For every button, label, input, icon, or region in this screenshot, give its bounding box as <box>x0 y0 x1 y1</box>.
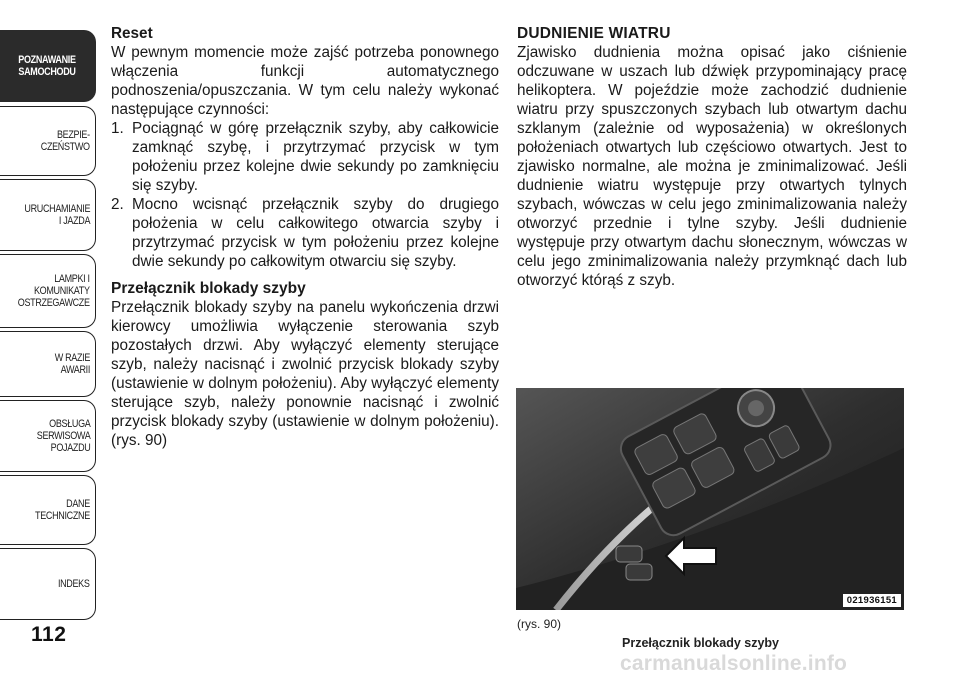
tab-indeks[interactable] <box>0 548 96 620</box>
figure-code: 021936151 <box>843 594 901 607</box>
tab-lampki-i-komunikaty[interactable] <box>0 254 96 328</box>
figure-caption: Przełącznik blokady szyby <box>622 636 780 650</box>
step-text: Pociągnąć w górę przełącznik szyby, aby całkowicie zamknąć szybę, i przytrzymać przycisk w tym położeniu przez kolejne dwie sekundy po zamknięciu się szyby. <box>132 120 499 194</box>
tab-label: POZNAWANIE SAMOCHODU <box>17 54 76 78</box>
wind-buffeting-text: Zjawisko dudnienia można opisać jako ciśnienie odczuwane w uszach lub dźwięk przypominający pracę helikoptera. W pojeździe może zachodzić dudnienie wiatru przy spuszczonych szybach lub otwartym dachu szklanym (zależnie od wyposażenia) w określonych położeniach otwartych lub częściowo otwartych. Jest to zjawisko normalne, ale można je zminimalizować. Jeśli dudnienie wiatru występuje przy otwartych tylnych szybach, wówczas w celu jego zminimalizowania należy otworzyć przednie i tylne szyby. Jeśli dudnienie występuje przy otwartym dachu słonecznym, wówczas w celu jego zminimalizowania należy przymknąć dach lub otworzyć którąś z szyb. <box>517 44 907 289</box>
chapter-sidebar <box>0 0 100 678</box>
reset-heading: Reset <box>111 25 153 42</box>
tab-bezpieczenstwo[interactable] <box>0 106 96 176</box>
window-lock-text: Przełącznik blokady szyby na panelu wykończenia drzwi kierowcy umożliwia wyłączenie sterowania szyb pozostałych drzwi. Aby wyłączyć elementy sterujące szyb, należy nacisnąć i zwolnić przycisk blokady szyby (ustawienie w dolnym położeniu). Aby wyłączyć elementy sterujące szyb, należy ponownie nacisnąć i zwolnić przycisk blokady szyby (ustawienie w dolnym położeniu). (rys. 90) <box>111 299 499 449</box>
tab-label: URUCHAMIANIE I JAZDA <box>24 203 90 227</box>
tab-label: BEZPIE- CZEŃSTWO <box>41 129 90 153</box>
right-column <box>517 24 907 290</box>
tab-label: LAMPKI I KOMUNIKATY OSTRZEGAWCZE <box>18 273 90 309</box>
tab-label: OBSŁUGA SERWISOWA POJAZDU <box>36 418 90 454</box>
tab-poznawanie-samochodu[interactable] <box>0 30 96 102</box>
tab-dane-techniczne[interactable] <box>0 475 96 545</box>
tab-label: W RAZIE AWARII <box>54 352 90 376</box>
list-item <box>111 119 499 195</box>
tab-obsluga-serwisowa[interactable] <box>0 400 96 472</box>
tab-w-razie-awarii[interactable] <box>0 331 96 397</box>
page-number: 112 <box>31 623 67 646</box>
tab-label: DANE TECHNICZNE <box>35 498 90 522</box>
list-item <box>111 195 499 271</box>
step-text: Mocno wcisnąć przełącznik szyby do drugiego położenia w celu całkowitego otwarcia szyby i przytrzymać przycisk w tym położeniu przez kolejne dwie sekundy po całkowitym otwarciu się szyby. <box>132 196 499 270</box>
watermark: carmanualsonline.info <box>620 652 848 675</box>
left-column <box>111 24 499 450</box>
door-panel-illustration <box>516 388 904 610</box>
tab-label: INDEKS <box>58 578 90 590</box>
figure-reference: (rys. 90) <box>517 617 562 631</box>
window-lock-heading: Przełącznik blokady szyby <box>111 280 306 297</box>
tab-uruchamianie-i-jazda[interactable] <box>0 179 96 251</box>
reset-intro: W pewnym momencie może zajść potrzeba ponownego włączenia funkcji automatycznego podnoszenia/opuszczania. W tym celu należy wykonać następujące czynności: <box>111 44 499 118</box>
wind-buffeting-heading: DUDNIENIE WIATRU <box>517 25 671 42</box>
window-switch-photo <box>516 388 904 610</box>
step-number: 2. <box>111 196 124 213</box>
step-number: 1. <box>111 120 124 137</box>
reset-steps <box>111 119 499 271</box>
